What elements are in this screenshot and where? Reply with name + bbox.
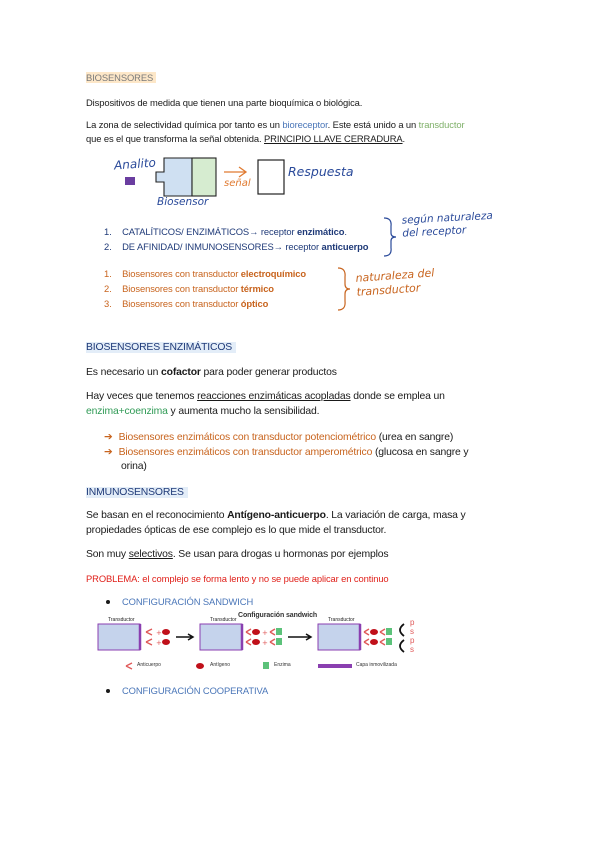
section-title-biosensores: BIOSENSORES [86,72,156,83]
transductor-box [192,158,216,196]
analito-shape [125,177,135,185]
transductor-note: naturaleza del transductor [355,266,435,299]
arrow-item-amperometrico: ➔ Biosensores enzimáticos con transductor amperométrico (glucosa en sangre y [104,447,469,458]
antigeno-text-line2: propiedades ópticas de ese complejo es lo que mide el transductor. [86,525,387,536]
svg-text:+: + [262,629,268,637]
arrow-item-amperometrico-cont: orina) [121,461,147,472]
section-title-inmunosensores: INMUNOSENSORES [86,487,188,498]
transductor-item-1: 1. Biosensores con transductor electroquímico [104,268,307,279]
config-sandwich-label: CONFIGURACIÓN SANDWICH [122,596,254,607]
analito-label: Analito [113,155,157,173]
transductor-box-1 [98,624,140,650]
legend-antigeno: Antígeno [210,662,231,668]
receptor-item-1: 1. CATALÍTICOS/ ENZIMÁTICOS→ receptor enzimático. [104,226,347,237]
enzyme-2 [276,628,282,635]
transductor-box-2 [200,624,242,650]
biosensor-label: Biosensor [157,196,209,208]
acopladas-text-line1: Hay veces que tenemos reacciones enzimáticas acopladas donde se emplea un [86,391,445,402]
box-label-2: Transductor [210,617,237,623]
config-cooperativa-label: CONFIGURACIÓN COOPERATIVA [122,685,269,696]
receptor-item-2: 2. DE AFINIDAD/ INMUNOSENSORES→ receptor anticuerpo [104,241,369,252]
transductor-brace [334,266,354,312]
antigen-1 [162,629,170,635]
antigeno-text-line1: Se basan en el reconocimiento Antígeno-anticuerpo. La variación de carga, masa y [86,510,466,521]
cofactor-text: Es necesario un cofactor para poder generar productos [86,367,337,378]
transductor-item-3: 3. Biosensores con transductor óptico [104,298,269,309]
bullet-dot-2 [106,689,110,693]
figure-title: Configuración sandwich [238,612,318,619]
respuesta-label: Respuesta [288,164,354,179]
signal-letters: p s p s [410,618,415,654]
respuesta-box [258,160,284,194]
section-title-enzimaticos: BIOSENSORES ENZIMÁTICOS [86,342,236,353]
transductor-box-3 [318,624,360,650]
arrow-item-potenciometrico: ➔ Biosensores enzimáticos con transductor potenciométrico (urea en sangre) [104,432,454,443]
svg-text:+: + [262,639,268,647]
box-label-1: Transductor [108,617,135,623]
senal-label: señal [224,178,251,189]
legend-enzima: Enzima [274,662,291,668]
problema-text: PROBLEMA: el complejo se forma lento y no se puede aplicar en continuo [86,573,389,584]
bioreceptor-box [156,158,192,196]
receptor-note: según naturaleza del receptor [401,209,494,240]
box-label-3: Transductor [328,617,355,623]
legend-anticuerpo: Anticuerpo [137,662,161,668]
selectivos-text: Son muy selectivos. Se usan para drogas u hormonas por ejemplos [86,549,389,560]
definition-text: Dispositivos de medida que tienen una parte bioquímica o biológica. [86,97,363,108]
svg-text:+: + [156,639,162,647]
paragraph-bioreceptor: La zona de selectividad química por tanto es un bioreceptor. Este está unido a un transductor [86,119,465,130]
acopladas-text-line2: enzima+coenzima y aumenta mucho la sensibilidad. [86,406,320,417]
antigen-1b [162,639,170,645]
paragraph-principio: que es el que transforma la señal obtenida. PRINCIPIO LLAVE CERRADURA. [86,133,406,144]
legend-capa: Capa inmovilizada [356,662,397,668]
bullet-dot [106,600,110,604]
signal-arrow [224,167,246,177]
antibody-1 [146,629,152,645]
svg-text:+: + [156,629,162,637]
transductor-item-2: 2. Biosensores con transductor térmico [104,283,274,294]
receptor-brace [380,216,400,258]
